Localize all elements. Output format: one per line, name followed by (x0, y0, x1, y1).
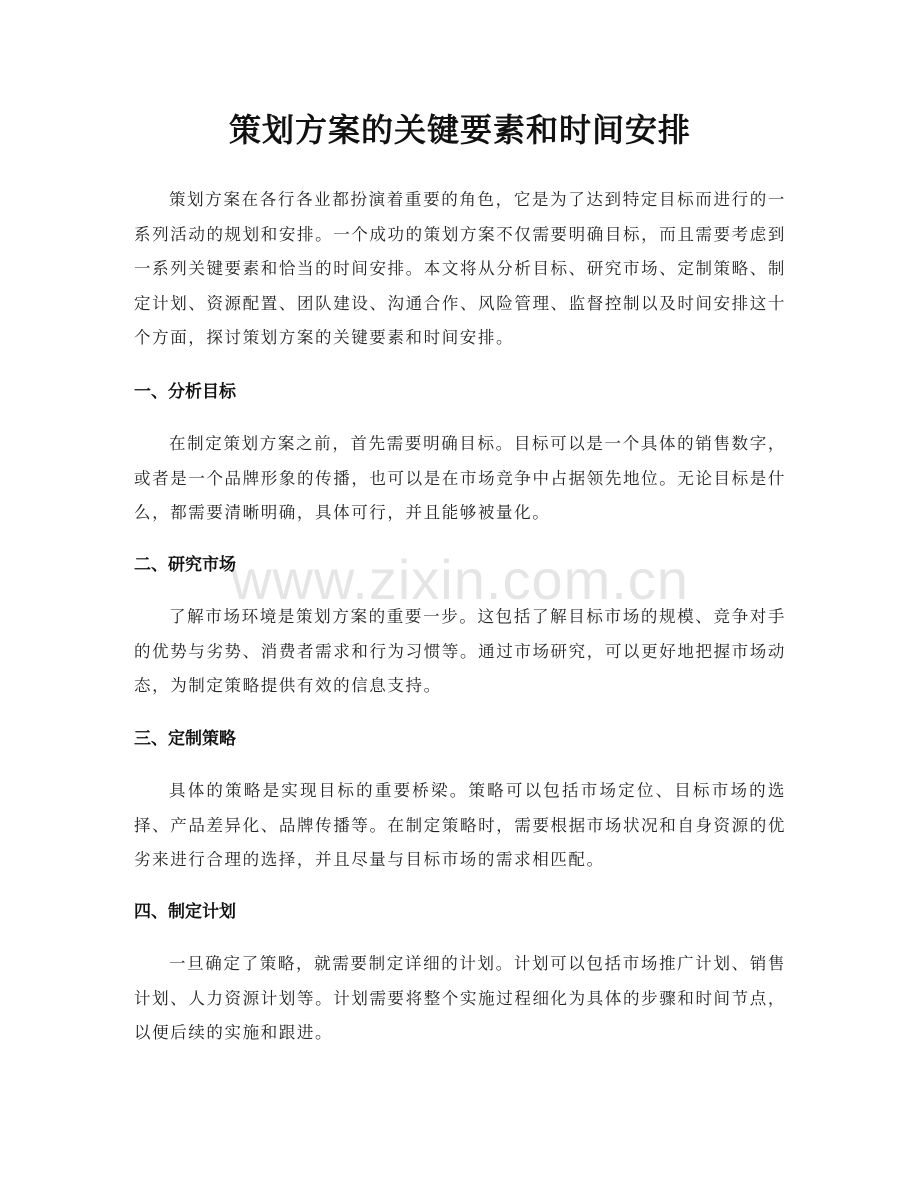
intro-paragraph: 策划方案在各行各业都扮演着重要的角色，它是为了达到特定目标而进行的一系列活动的规划和安排。一个成功的策划方案不仅需要明确目标，而且需要考虑到一系列关键要素和恰当的时间安排。本文将从分析目标、研究市场、定制策略、制定计划、资源配置、团队建设、沟通合作、风险管理、监督控制以及时间安排这十个方面，探讨策划方案的关键要素和时间安排。 (134, 190, 786, 347)
section-heading-1: 一、分析目标 (134, 382, 236, 402)
section-body-1: 在制定策划方案之前，首先需要明确目标。目标可以是一个具体的销售数字，或者是一个品牌形象的传播，也可以是在市场竞争中占据领先地位。无论目标是什么，都需要清晰明确，具体可行，并且能够被量化。 (134, 434, 786, 522)
section-body-4: 一旦确定了策略，就需要制定详细的计划。计划可以包括市场推广计划、销售计划、人力资源计划等。计划需要将整个实施过程细化为具体的步骤和时间节点，以便后续的实施和跟进。 (134, 954, 786, 1042)
watermark-text: www.zixin.com.cn (231, 548, 689, 611)
section-body-3: 具体的策略是实现目标的重要桥梁。策略可以包括市场定位、目标市场的选择、产品差异化、品牌传播等。在制定策略时，需要根据市场状况和自身资源的优劣来进行合理的选择，并且尽量与目标市场的需求相匹配。 (134, 781, 786, 869)
document-title: 策划方案的关键要素和时间安排 (228, 111, 691, 149)
section-heading-3: 三、定制策略 (134, 729, 236, 749)
section-heading-2: 二、研究市场 (134, 555, 236, 575)
section-body-2: 了解市场环境是策划方案的重要一步。这包括了解目标市场的规模、竞争对手的优势与劣势、消费者需求和行为习惯等。通过市场研究，可以更好地把握市场动态，为制定策略提供有效的信息支持。 (134, 607, 786, 695)
section-heading-4: 四、制定计划 (134, 902, 236, 922)
